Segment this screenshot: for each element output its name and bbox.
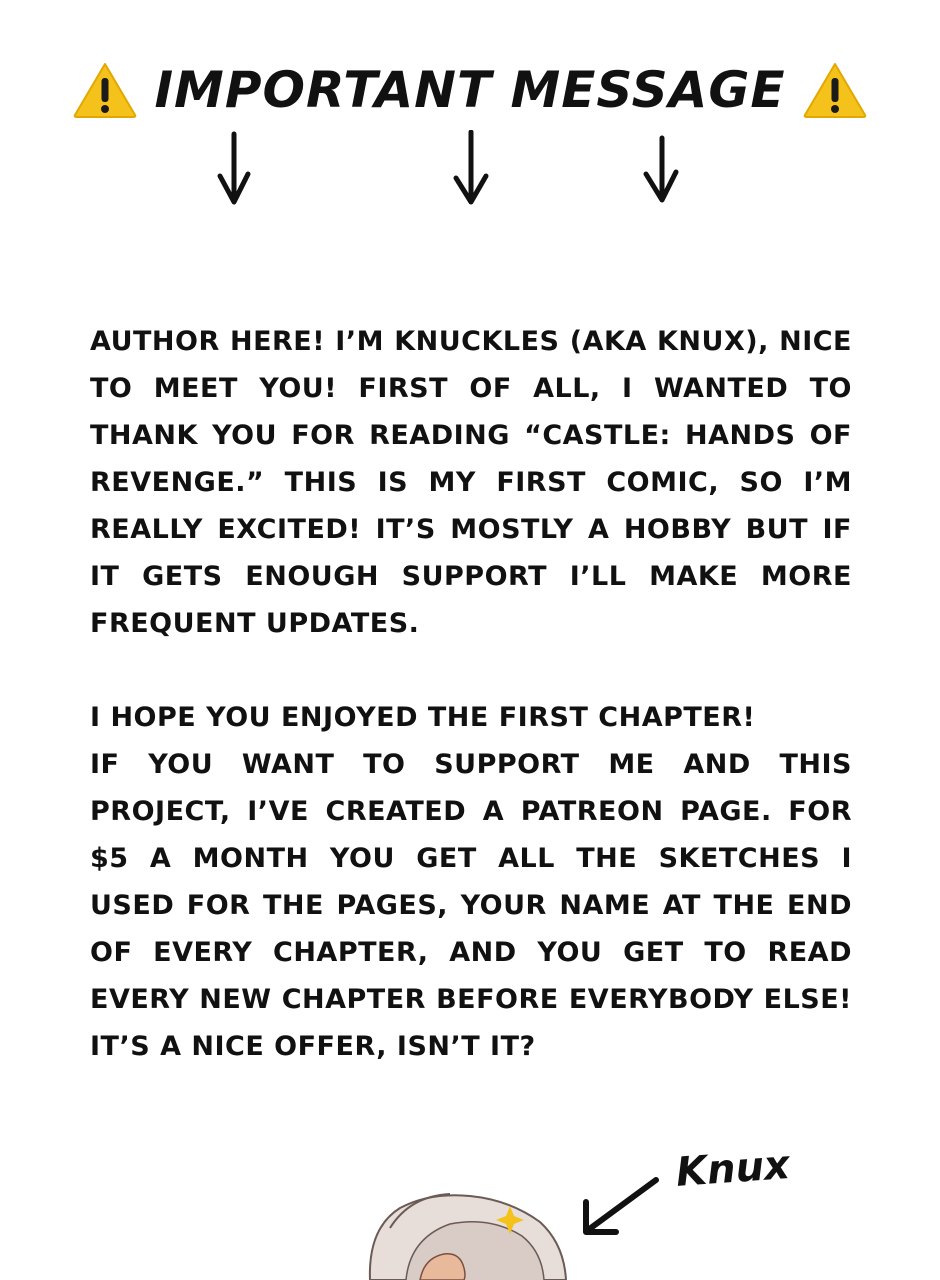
page-title: IMPORTANT MESSAGE xyxy=(154,61,786,119)
author-avatar xyxy=(360,1188,580,1280)
warning-icon xyxy=(802,61,868,119)
chapter-note: I HOPE YOU ENJOYED THE FIRST CHAPTER! xyxy=(90,702,756,733)
warning-icon xyxy=(72,61,138,119)
intro-paragraph: AUTHOR HERE! I’M KNUCKLES (AKA KNUX), NICE TO MEET YOU! FIRST OF ALL, I WANTED TO THANK YOU FOR READING “CASTLE: HANDS OF REVENGE.” THIS IS MY FIRST COMIC, SO I’M REALLY EXCITED! IT’S MOSTLY A HOBBY BUT IF IT GETS ENOUGH SUPPORT I’LL MAKE MORE FREQUENT UPDATES. xyxy=(90,326,852,639)
author-signature: Knux xyxy=(674,1142,792,1196)
title-row xyxy=(0,52,940,128)
pointer-arrow-icon xyxy=(576,1170,666,1240)
down-arrow-icon xyxy=(640,130,680,210)
patreon-paragraph: IF YOU WANT TO SUPPORT ME AND THIS PROJECT, I’VE CREATED A PATREON PAGE. FOR $5 A MONTH YOU GET ALL THE SKETCHES I USED FOR THE PAGES, YOUR NAME AT THE END OF EVERY CHAPTER, AND YOU GET TO READ EVERY NEW CHAPTER BEFORE EVERYBODY ELSE! IT’S A NICE OFFER, ISN’T IT? xyxy=(90,749,852,1062)
down-arrow-icon xyxy=(451,130,491,210)
down-arrow-icon xyxy=(214,130,254,210)
